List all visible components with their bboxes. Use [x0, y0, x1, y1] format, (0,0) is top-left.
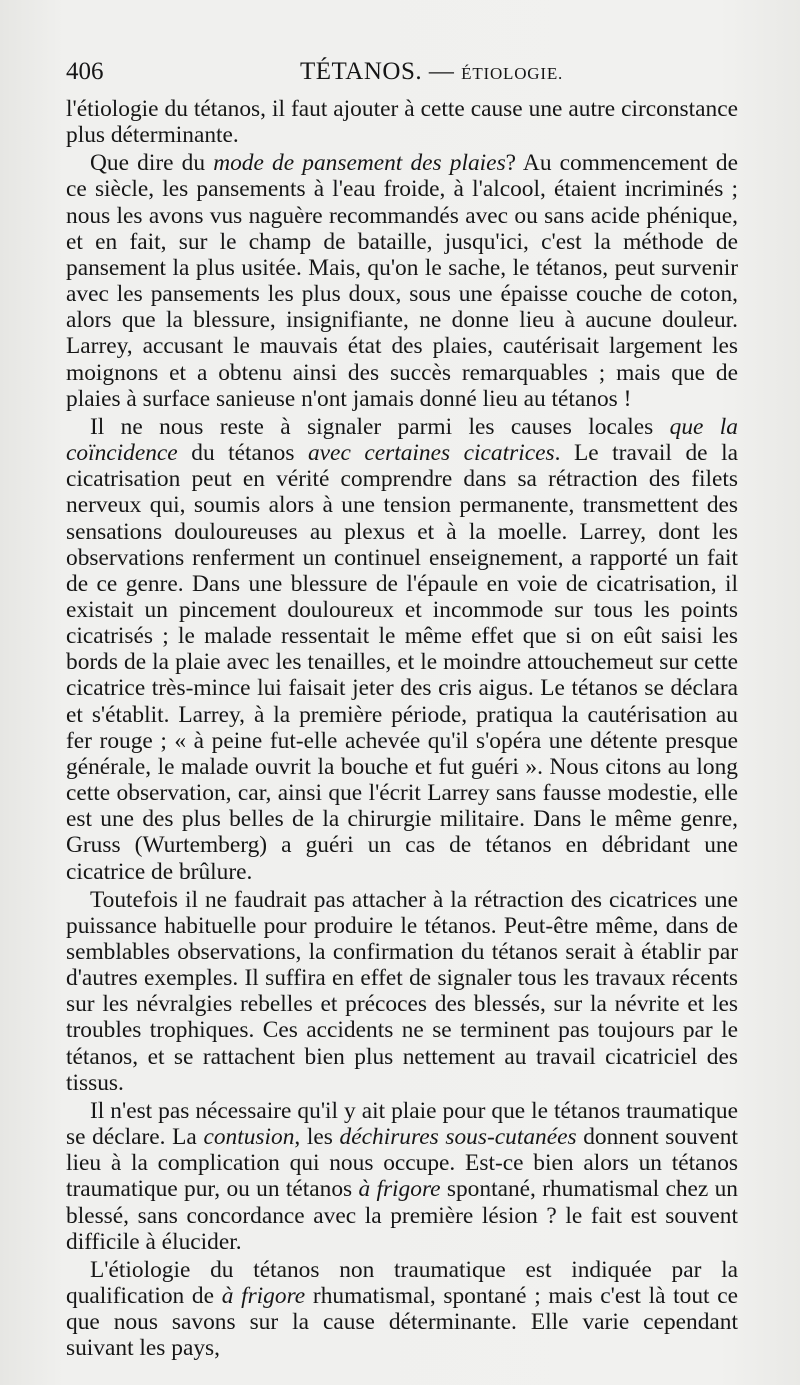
- text-run: Il n'est pas nécessaire qu'il y ait plaie pour que le tétanos traumatique se déclare. La: [66, 1097, 738, 1151]
- paragraph: [66, 1098, 738, 1255]
- page-header: [66, 58, 738, 92]
- text-run: l'étiologie du tétanos, il faut ajouter à cette cause une autre circonstance plus déterminante.: [66, 96, 738, 149]
- text-run: L'étiologie du tétanos non traumatique est indiquée par la qualification de: [66, 1256, 738, 1310]
- italic-text: que la coïncidence: [66, 413, 738, 467]
- text-run: Que dire du: [90, 150, 214, 177]
- paragraph: [66, 414, 738, 885]
- italic-text: contusion: [203, 1124, 295, 1151]
- text-run: . Le travail de la cicatrisation peut en vérité comprendre dans sa rétraction des filets nerveux qui, soumis alors à une tension permanente, transmettent des sensations douloureuses au plexus et à la moelle. Larrey, dont les observations renferment un continuel enseignement, a rapporté un fait de ce genre. Dans une blessure de l'épaule en voie de cicatrisation, il existait un pincement douloureux et incommode sur tous les points cicatrisés ; le malade ressentait le même effet que si on eût saisi les bords de la plaie avec les tenailles, et le moindre attouchemeut sur cette cicatrice très-mince lui faisait jeter des cris aigus. Le tétanos se déclara et s'établit. Larrey, à la première période, pratiqua la cautérisation au fer rouge ; « à peine fut-elle achevée qu'il s'opéra une détente presque générale, le malade ouvrit la bouche et fut guéri ». Nous citons au long cette observation, car, ainsi que l'écrit Larrey sans fausse modestie, elle est une des plus belles de la chirurgie militaire. Dans le même genre, Gruss (Wurtemberg) a guéri un cas de tétanos en débridant une cicatrice de brûlure.: [66, 440, 738, 885]
- text-run: ? Au commencement de ce siècle, les pansements à l'eau froide, à l'alcool, étaient incriminés ; nous les avons vus naguère recommandés avec ou sans acide phénique, et en fait, sur le champ de bataille, jusqu'ici, c'est la méthode de pansement la plus usitée. Mais, qu'on le sache, le tétanos, peut survenir avec les pansements les plus doux, sous une épaisse couche de coton, alors que la blessure, insignifiante, ne donne lieu à aucune douleur. Larrey, accusant le mauvais état des plaies, cautérisait largement les moignons et a obtenu ainsi des succès remarquables ; mais que de plaies à surface sanieuse n'ont jamais donné lieu au tétanos !: [66, 150, 738, 412]
- italic-text: déchirures sous-cutanées: [339, 1124, 577, 1151]
- italic-text: mode de pansement des plaies: [213, 150, 506, 177]
- text-run: spontané, rhumatismal chez un blessé, sans concordance avec la première lésion ? le fait est souvent difficile à élucider.: [66, 1176, 738, 1255]
- page-number: 406: [66, 58, 104, 85]
- running-head-title: TÉTANOS. —: [300, 58, 462, 85]
- text-run: Il ne nous reste à signaler parmi les causes locales: [90, 413, 670, 440]
- text-run: Toutefois il ne faudrait pas attacher à la rétraction des cicatrices une puissance habituelle pour produire le tétanos. Peut-être même, dans de semblables observations, la confirmation du tétanos serait à établir par d'autres exemples. Il suffira en effet de signaler tous les travaux récents sur les névralgies rebelles et précoces des blessés, sur la névrite et les troubles trophiques. Ces accidents ne se terminent pas toujours par le tétanos, et se rattachent bien plus nettement au travail cicatriciel des tissus.: [66, 886, 738, 1096]
- text-run: rhumatismal, spontané ; mais c'est là tout ce que nous savons sur la cause déterminante. Elle varie cependant suivant les pays,: [66, 1283, 739, 1362]
- italic-text: avec certaines cicatrices: [307, 440, 555, 467]
- paragraph: [66, 150, 738, 412]
- text-run: , les: [294, 1124, 340, 1151]
- italic-text: à frigore: [221, 1283, 306, 1310]
- text-run: du tétanos: [177, 440, 308, 467]
- paragraph: [66, 887, 738, 1096]
- running-head-section: ÉTIOLOGIE.: [461, 64, 564, 83]
- paragraph: [66, 96, 738, 148]
- paragraph: [66, 1257, 738, 1362]
- text-run: donnent souvent lieu à la complication qui nous occupe. Est-ce bien alors un tétanos traumatique pur, ou un tétanos: [66, 1124, 738, 1203]
- body-text: [66, 96, 738, 1362]
- italic-text: à frigore: [358, 1176, 441, 1203]
- running-head: [300, 58, 563, 86]
